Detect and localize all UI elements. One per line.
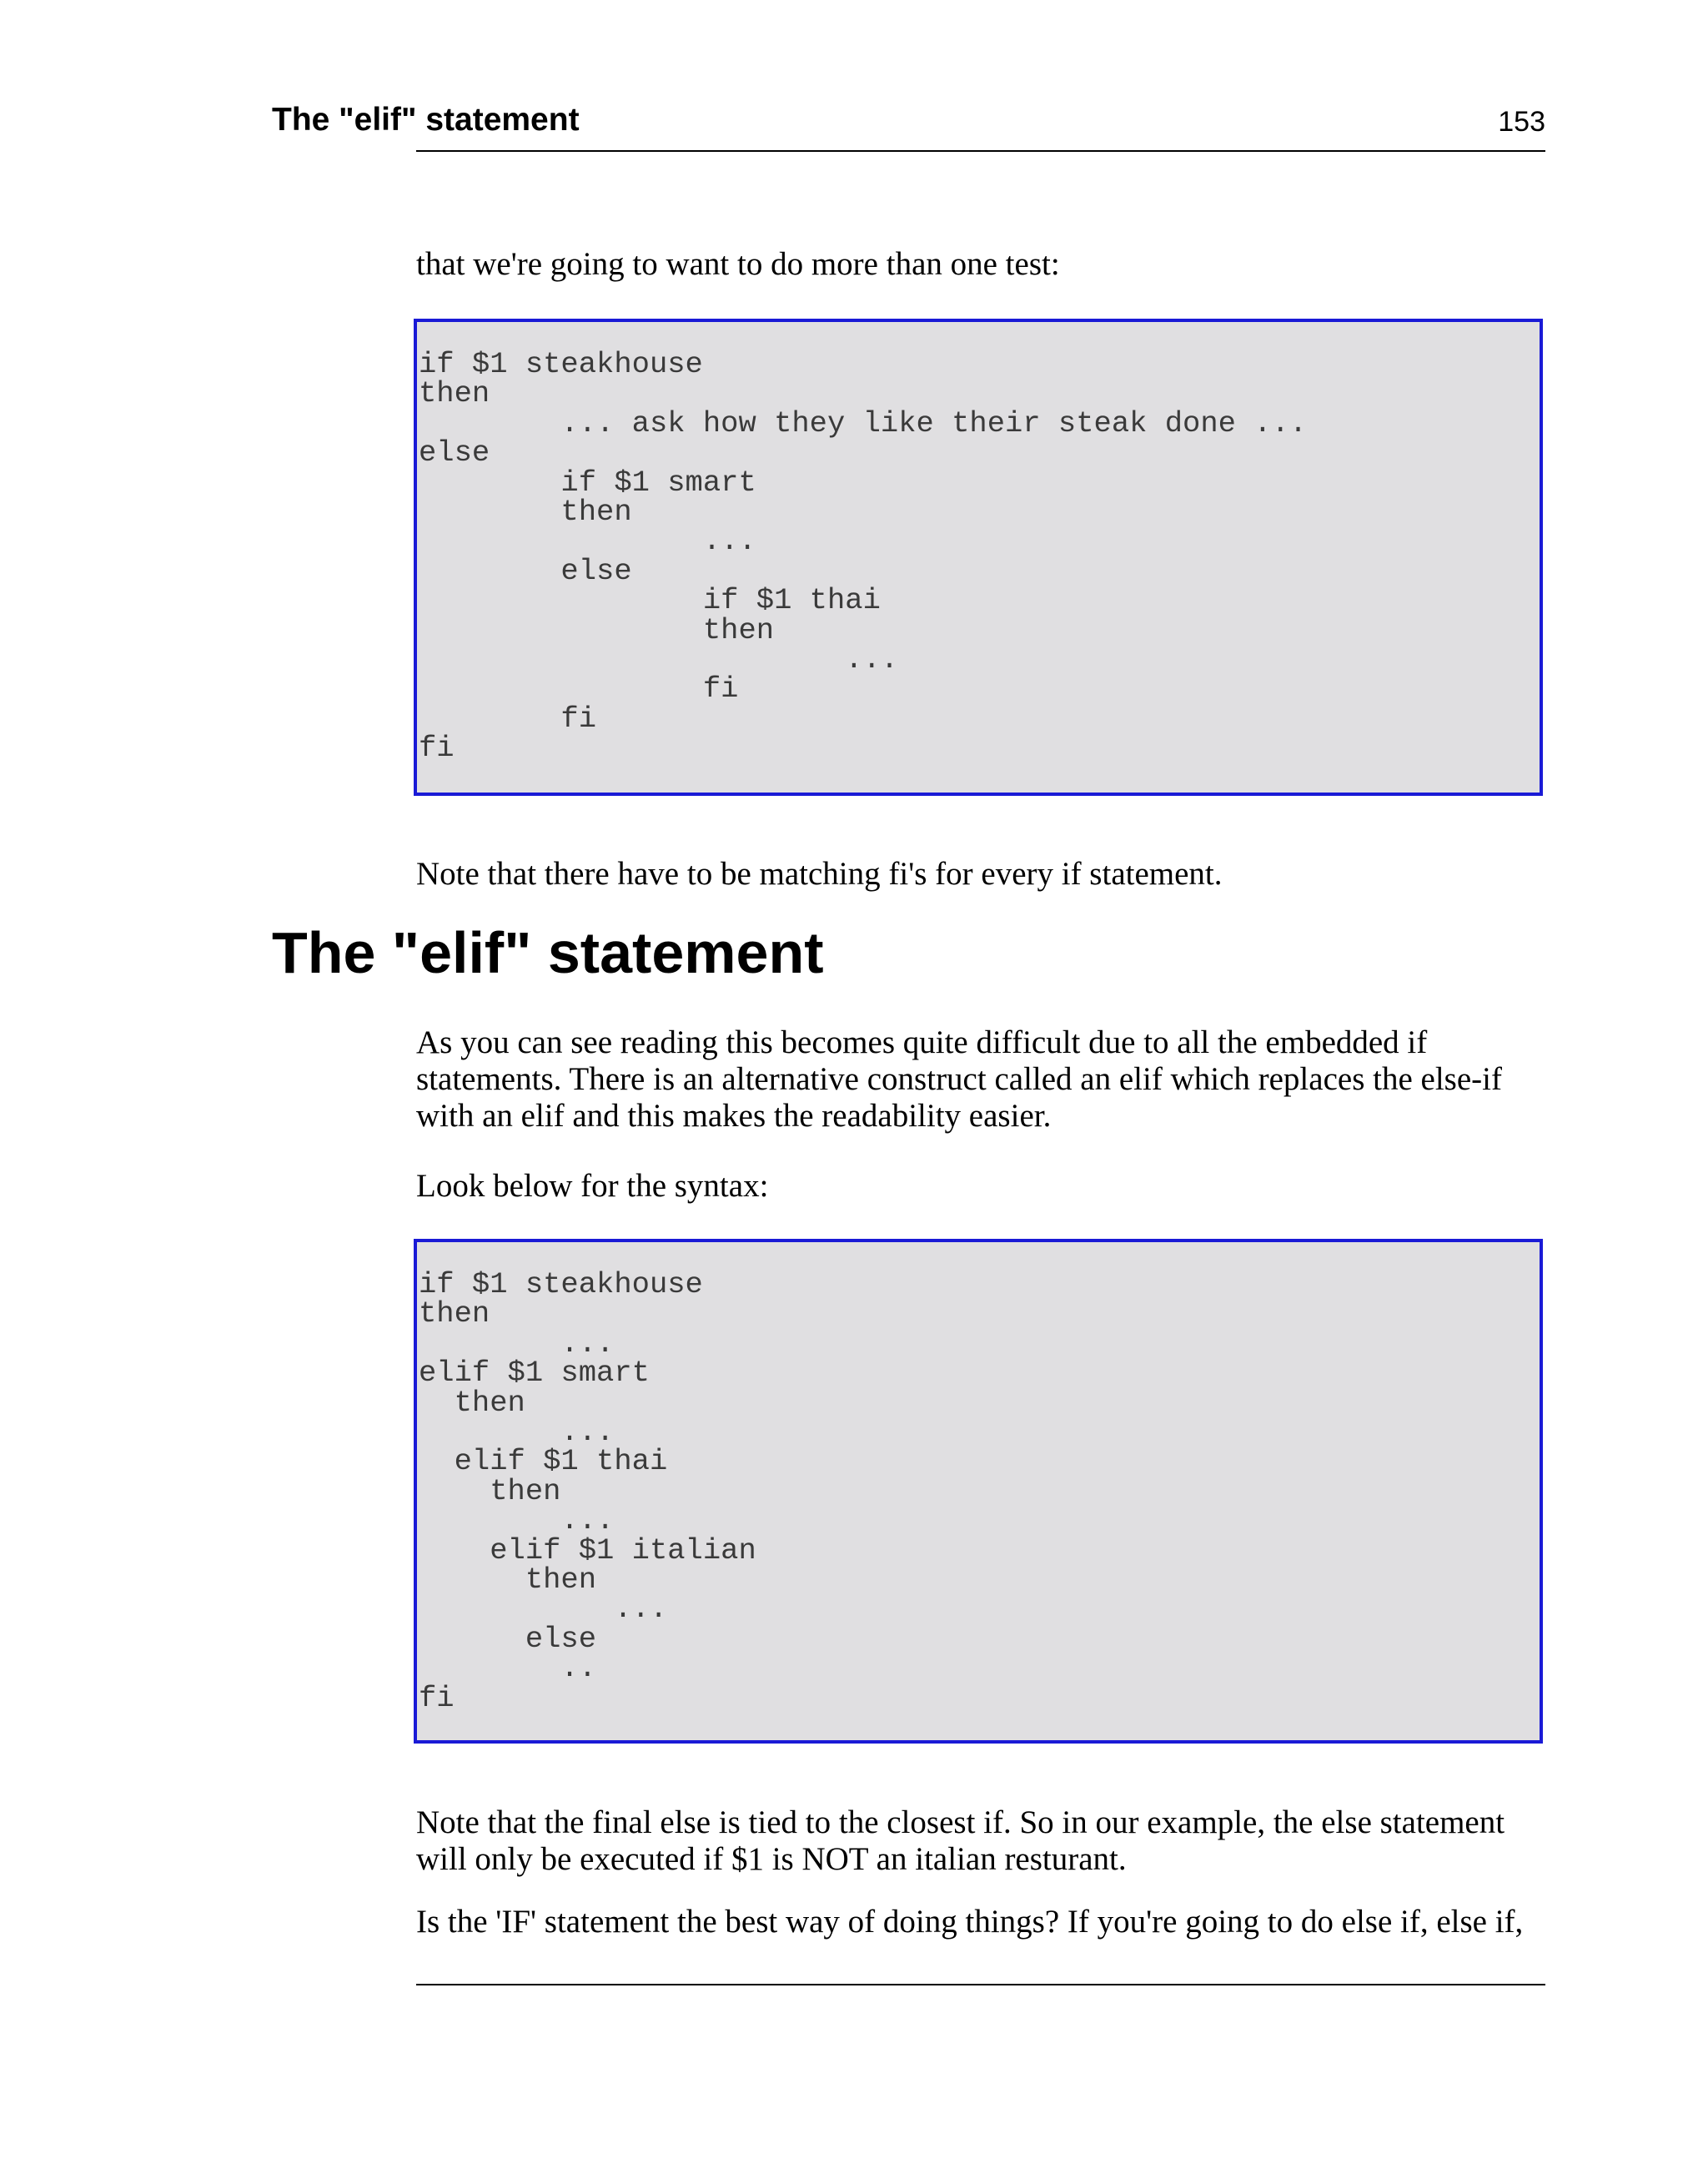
page-number: 153 — [1498, 106, 1545, 138]
header-rule — [416, 150, 1545, 152]
footer-rule — [416, 1984, 1545, 1985]
elif-intro-paragraph: As you can see reading this becomes quite difficult due to all the embedded if statements. There is an alternative construct called an elif which replaces the else-if with an elif and this makes the readability easier. — [416, 1024, 1502, 1134]
code-listing-nested-if: if $1 steakhouse then ... ask how they like their steak done ... else if $1 smart then ... else if $1 thai then ... fi fi fi — [419, 347, 1308, 766]
running-head-title: The "elif" statement — [272, 102, 580, 138]
code-block-elif — [414, 1239, 1543, 1744]
code-block-nested-if — [414, 319, 1543, 796]
intro-paragraph: that we're going to want to do more than one test: — [416, 246, 1060, 282]
note-matching-fi: Note that there have to be matching fi's for every if statement. — [416, 856, 1223, 892]
syntax-intro-paragraph: Look below for the syntax: — [416, 1168, 769, 1204]
closing-paragraph: Is the 'IF' statement the best way of doing things? If you're going to do else if, else if, — [416, 1904, 1524, 1940]
note-final-else: Note that the final else is tied to the closest if. So in our example, the else statement will only be executed if $1 is NOT an italian resturant. — [416, 1804, 1505, 1877]
section-heading: The "elif" statement — [272, 920, 824, 985]
code-listing-elif: if $1 steakhouse then ... elif $1 smart then ... elif $1 thai then ... elif $1 italian then ... else .. fi — [419, 1267, 756, 1715]
